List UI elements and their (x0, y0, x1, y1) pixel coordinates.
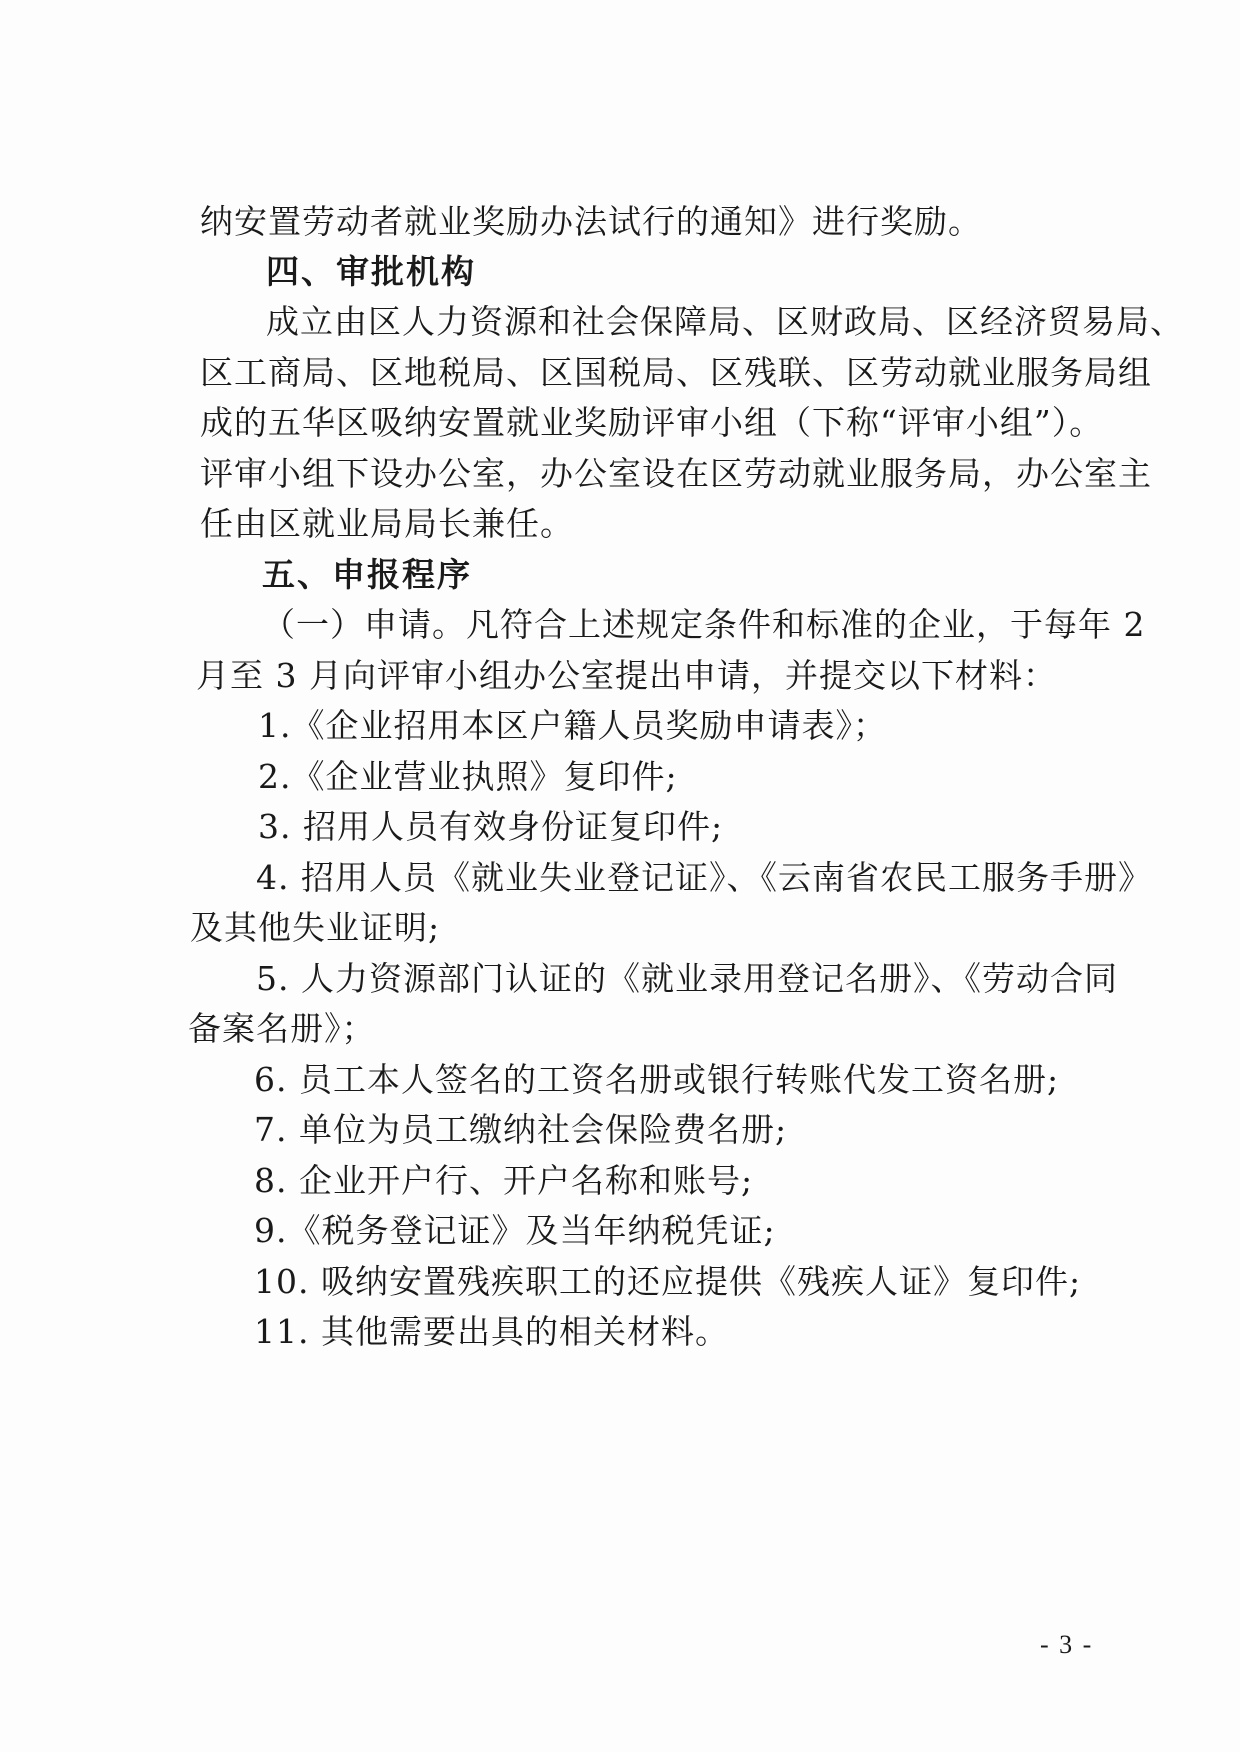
text-line-10: 月至 3 月向评审小组办公室提出申请，并提交以下材料： (196, 656, 1057, 695)
section-heading-procedure: 五、申报程序 (262, 555, 472, 594)
list-item-7: 7. 单位为员工缴纳社会保险费名册; (254, 1110, 788, 1149)
text-line-4: 区工商局、区地税局、区国税局、区残联、区劳动就业服务局组 (200, 353, 1152, 392)
section-heading-approval: 四、审批机构 (266, 252, 476, 291)
text-line-3: 成立由区人力资源和社会保障局、区财政局、区经济贸易局、 (266, 302, 1184, 341)
text-line-1: 纳安置劳动者就业奖励办法试行的通知》进行奖励。 (200, 202, 982, 241)
text-line-5: 成的五华区吸纳安置就业奖励评审小组（下称“评审小组”）。 (200, 403, 1104, 442)
list-item-5-continued: 备案名册》； (188, 1009, 376, 1048)
list-item-1: 1.《企业招用本区户籍人员奖励申请表》； (258, 706, 887, 745)
list-item-4-continued: 及其他失业证明; (190, 908, 441, 947)
list-item-3: 3. 招用人员有效身份证复印件; (258, 807, 724, 846)
list-item-8: 8. 企业开户行、开户名称和账号; (254, 1161, 754, 1200)
list-item-4: 4. 招用人员《就业失业登记证》、《云南省农民工服务手册》 (256, 858, 1152, 897)
text-line-7: 任由区就业局局长兼任。 (200, 504, 574, 543)
text-line-6: 评审小组下设办公室，办公室设在区劳动就业服务局，办公室主 (200, 454, 1152, 493)
list-item-6: 6. 员工本人签名的工资名册或银行转账代发工资名册; (254, 1060, 1060, 1099)
list-item-10: 10. 吸纳安置残疾职工的还应提供《残疾人证》复印件; (254, 1262, 1082, 1301)
page-number: - 3 - (1040, 1630, 1094, 1659)
list-item-11: 11. 其他需要出具的相关材料。 (254, 1312, 729, 1351)
list-item-5: 5. 人力资源部门认证的《就业录用登记名册》、《劳动合同 (256, 959, 1118, 998)
text-line-9: （一）申请。凡符合上述规定条件和标准的企业，于每年 2 (262, 605, 1146, 644)
list-item-9: 9.《税务登记证》及当年纳税凭证; (254, 1211, 776, 1250)
list-item-2: 2.《企业营业执照》复印件; (258, 757, 678, 796)
